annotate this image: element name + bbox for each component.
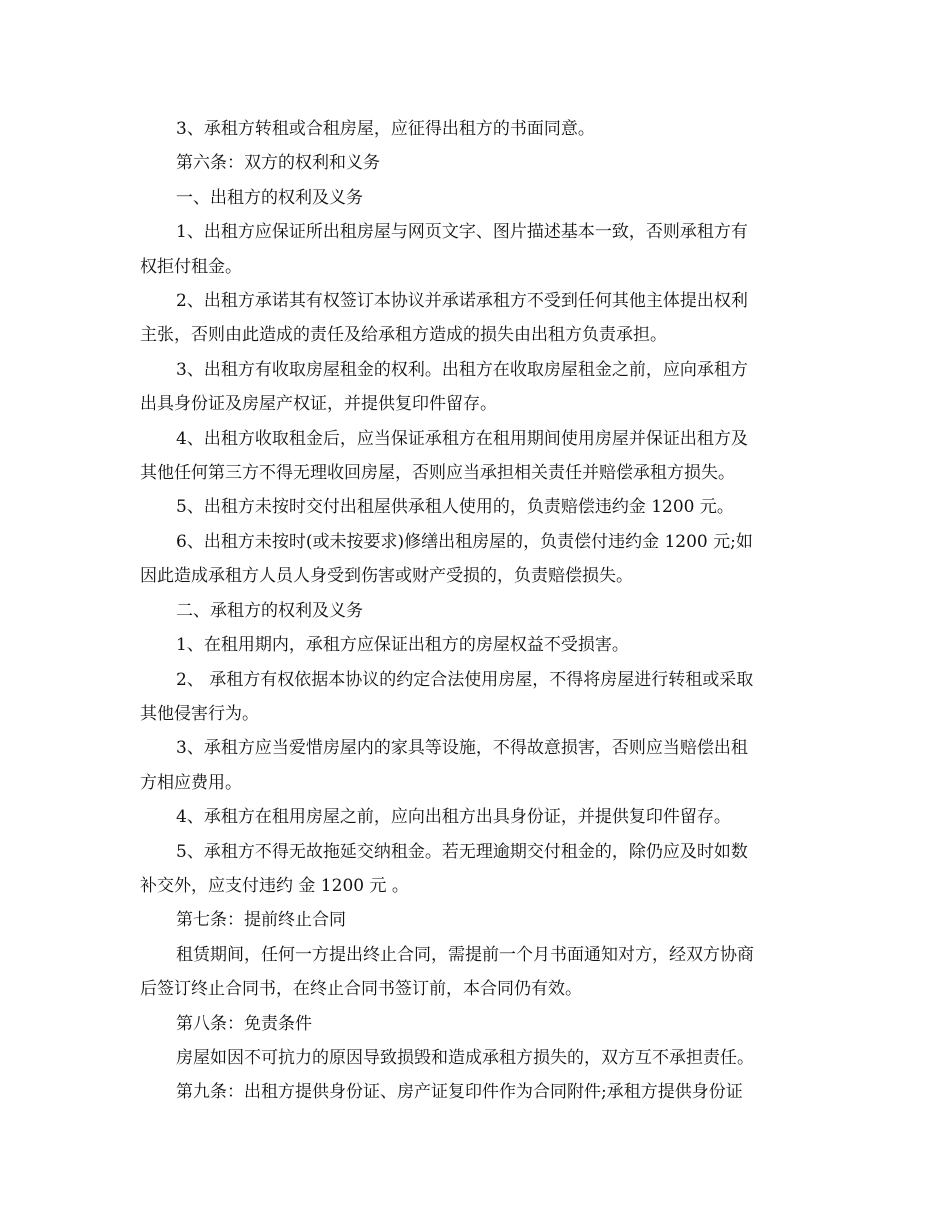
- paragraph-line: 一、出租方的权利及义务: [176, 187, 363, 208]
- paragraph-line: 其他侵害行为。: [140, 703, 259, 724]
- paragraph-line: 后签订终止合同书，在终止合同书签订前，本合同仍有效。: [140, 979, 582, 1000]
- paragraph-line: 第八条：免责条件: [176, 1013, 312, 1034]
- paragraph-line: 1、在租用期内，承租方应保证出租方的房屋权益不受损害。: [176, 635, 629, 656]
- paragraph-line: 3、承租方应当爱惜房屋内的家具等设施，不得故意损害，否则应当赔偿出租: [176, 738, 748, 759]
- paragraph-line: 补交外，应支付违约 金 1200 元 。: [140, 875, 409, 896]
- paragraph-line: 权拒付租金。: [140, 256, 242, 277]
- paragraph-line: 方相应费用。: [140, 772, 242, 793]
- paragraph-line: 4、出租方收取租金后，应当保证承租方在租用期间使用房屋并保证出租方及: [176, 428, 748, 449]
- paragraph-line: 房屋如因不可抗力的原因导致损毁和造成承租方损失的，双方互不承担责任。: [176, 1047, 754, 1068]
- document-body: [140, 112, 830, 1110]
- paragraph-line: 第七条：提前终止合同: [176, 910, 346, 931]
- paragraph-line: 出具身份证及房屋产权证，并提供复印件留存。: [140, 394, 497, 415]
- paragraph-line: 3、出租方有收取房屋租金的权利。出租方在收取房屋租金之前，应向承租方: [176, 359, 748, 380]
- paragraph-line: 5、承租方不得无故拖延交纳租金。若无理逾期交付租金的，除仍应及时如数: [176, 841, 748, 862]
- paragraph-line: 2、出租方承诺其有权签订本协议并承诺承租方不受到任何其他主体提出权利: [176, 291, 748, 312]
- paragraph-line: 6、出租方未按时(或未按要求)修缮出租房屋的，负责偿付违约金 1200 元;如: [176, 531, 753, 552]
- paragraph-line: 二、承租方的权利及义务: [176, 600, 363, 621]
- paragraph-line: 5、出租方未按时交付出租屋供承租人使用的，负责赔偿违约金 1200 元。: [176, 497, 734, 518]
- paragraph-line: 因此造成承租方人员人身受到伤害或财产受损的，负责赔偿损失。: [140, 566, 633, 587]
- paragraph-line: 第六条：双方的权利和义务: [176, 153, 380, 174]
- paragraph-line: 2、 承租方有权依据本协议的约定合法使用房屋，不得将房屋进行转租或采取: [176, 669, 754, 690]
- paragraph-line: 第九条：出租方提供身份证、房产证复印件作为合同附件;承租方提供身份证: [176, 1082, 743, 1103]
- paragraph-line: 3、承租方转租或合租房屋，应征得出租方的书面同意。: [176, 119, 595, 139]
- paragraph-line: 4、承租方在租用房屋之前，应向出租方出具身份证，并提供复印件留存。: [176, 807, 731, 828]
- paragraph-line: 主张，否则由此造成的责任及给承租方造成的损失由出租方负责承担。: [140, 325, 667, 346]
- paragraph-line: 租赁期间，任何一方提出终止合同，需提前一个月书面通知对方，经双方协商: [176, 944, 754, 965]
- paragraph-line: 其他任何第三方不得无理收回房屋，否则应当承担相关责任并赔偿承租方损失。: [140, 463, 735, 484]
- paragraph-line: 1、出租方应保证所出租房屋与网页文字、图片描述基本一致，否则承租方有: [176, 222, 748, 243]
